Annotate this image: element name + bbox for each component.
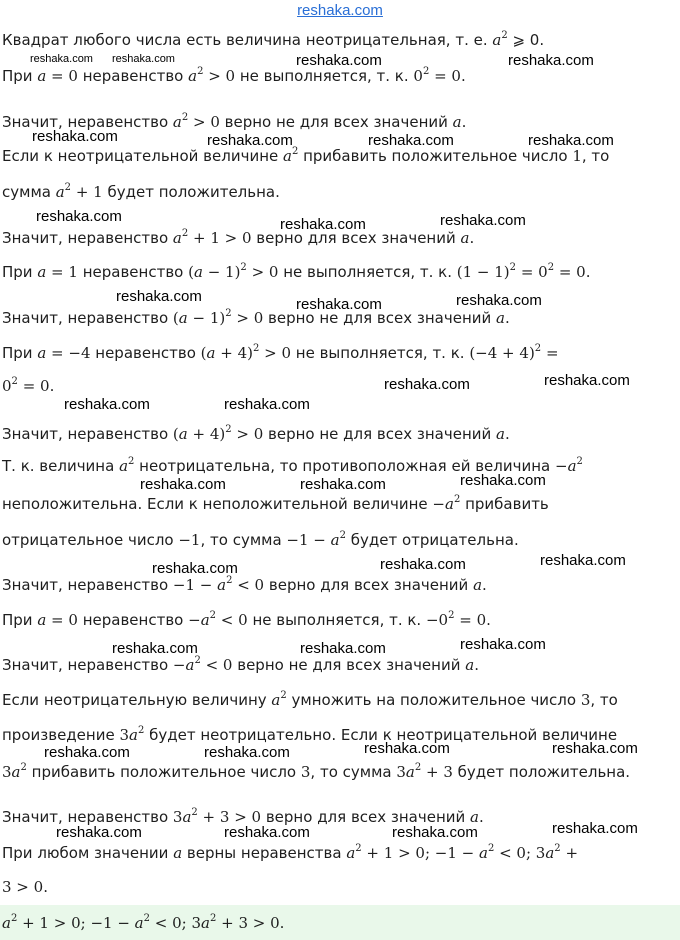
text-run: будет неотрицательно. Если к неотрицательной величине bbox=[144, 726, 618, 744]
formula: a = −4 bbox=[37, 344, 91, 362]
text-run: , то bbox=[590, 691, 618, 709]
watermark: reshaka.com bbox=[528, 132, 614, 149]
formula: $-1 - a^2$ bbox=[286, 530, 346, 549]
text-run: прибавить положительное число bbox=[298, 147, 573, 165]
line-23 bbox=[2, 877, 48, 897]
text-run: При bbox=[2, 611, 38, 629]
formula: a = 0 bbox=[37, 67, 78, 85]
formula: $a^2$ bbox=[119, 456, 135, 475]
text-run: , то bbox=[581, 147, 610, 165]
text-run: верно для всех значений bbox=[251, 229, 461, 247]
text-run: умножить на положительное число bbox=[286, 691, 581, 709]
line-7 bbox=[2, 262, 591, 282]
line-10 bbox=[2, 376, 54, 396]
line-20 bbox=[2, 762, 630, 782]
watermark: reshaka.com bbox=[300, 640, 386, 657]
text-run: неравенство bbox=[77, 67, 189, 85]
watermark: reshaka.com bbox=[224, 824, 310, 841]
formula: $3a^2$ bbox=[119, 725, 145, 744]
text-run: верно не для всех значений bbox=[263, 309, 497, 327]
line-4 bbox=[2, 146, 609, 166]
text-run: Значит, неравенство bbox=[2, 656, 173, 674]
formula: $(a - 1)^2 > 0$ bbox=[188, 262, 279, 281]
formula: $(1 - 1)^2 = 0^2 = 0$. bbox=[456, 262, 591, 281]
text-run: не выполняется, т. к. bbox=[247, 611, 426, 629]
line-5 bbox=[2, 182, 280, 202]
formula: a. bbox=[470, 808, 484, 826]
text-run: , то сумма bbox=[200, 531, 287, 549]
text-run: неравенство bbox=[77, 611, 189, 629]
text-run: Если к неотрицательной величине bbox=[2, 147, 283, 165]
watermark: reshaka.com bbox=[112, 640, 198, 657]
formula: a. bbox=[460, 229, 475, 247]
line-6 bbox=[2, 228, 474, 248]
text-run: Значит, неравенство bbox=[2, 309, 173, 327]
formula: $3a^2 + 3$ bbox=[396, 762, 453, 781]
answer-text bbox=[2, 913, 284, 933]
watermark: reshaka.com bbox=[116, 288, 202, 305]
formula: $-a^2$ bbox=[432, 494, 461, 513]
formula: $a^2 + 1 > 0$; $-1 - a^2 < 0$; $3a^2$ + bbox=[346, 843, 579, 862]
formula: $(a - 1)^2 > 0$ bbox=[172, 308, 264, 327]
watermark: reshaka.com bbox=[36, 208, 122, 225]
text-run: отрицательное число bbox=[2, 531, 179, 549]
text-run: будет отрицательна. bbox=[345, 531, 519, 549]
watermark: reshaka.com bbox=[207, 132, 293, 149]
watermark: reshaka.com bbox=[32, 128, 118, 145]
formula: $-a^2 < 0$ bbox=[188, 610, 248, 629]
formula: $(a + 4)^2 > 0$ bbox=[172, 424, 264, 443]
text-run: Значит, неравенство bbox=[2, 113, 173, 131]
text-run: При bbox=[2, 344, 38, 362]
text-run: верно не для всех значений bbox=[232, 656, 466, 674]
text-run: Т. к. величина bbox=[2, 457, 120, 475]
text-run: не выполняется, т. к. bbox=[278, 263, 457, 281]
text-run: не выполняется, т. к. bbox=[235, 67, 414, 85]
formula: $(a + 4)^2 > 0$ bbox=[200, 343, 292, 362]
text-run: Значит, неравенство bbox=[2, 229, 173, 247]
answer-box bbox=[0, 905, 680, 940]
line-8 bbox=[2, 308, 510, 328]
line-9 bbox=[2, 343, 559, 363]
formula: $-a^2 < 0$ bbox=[172, 655, 233, 674]
formula: $0^2 = 0$. bbox=[2, 376, 55, 395]
formula: 3 bbox=[300, 763, 311, 781]
watermark: reshaka.com bbox=[112, 53, 175, 65]
line-1 bbox=[2, 30, 544, 50]
watermark: reshaka.com bbox=[384, 376, 470, 393]
text-run: Значит, неравенство bbox=[2, 808, 173, 826]
text-run: При любом значении bbox=[2, 844, 174, 862]
line-16 bbox=[2, 610, 491, 630]
text-run: будет положительна. bbox=[452, 763, 631, 781]
text-run: не выполняется, т. к. bbox=[291, 344, 470, 362]
watermark: reshaka.com bbox=[152, 560, 238, 577]
formula: a. bbox=[465, 656, 479, 674]
watermark: reshaka.com bbox=[64, 396, 150, 413]
text-run: При bbox=[2, 263, 38, 281]
formula: 3 > 0. bbox=[2, 878, 48, 896]
text-run: верно не для всех значений bbox=[219, 113, 453, 131]
formula: a. bbox=[452, 113, 467, 131]
formula: a. bbox=[496, 425, 510, 443]
formula: $(-4 + 4)^2$ = bbox=[469, 343, 559, 362]
watermark: reshaka.com bbox=[392, 824, 478, 841]
watermark: reshaka.com bbox=[44, 744, 130, 761]
text-run: При bbox=[2, 67, 38, 85]
text-run: верны неравенства bbox=[182, 844, 347, 862]
formula: a bbox=[173, 844, 183, 862]
watermark: reshaka.com bbox=[300, 476, 386, 493]
formula: −1 bbox=[178, 531, 201, 549]
watermark: reshaka.com bbox=[380, 556, 466, 573]
formula: $3a^2$ bbox=[2, 762, 27, 781]
line-18 bbox=[2, 690, 618, 710]
text-run: верно для всех значений bbox=[264, 576, 474, 594]
watermark: reshaka.com bbox=[140, 476, 226, 493]
text-run: Значит, неравенство bbox=[2, 576, 173, 594]
formula: a. bbox=[473, 576, 487, 594]
formula: a = 1 bbox=[37, 263, 78, 281]
watermark: reshaka.com bbox=[552, 820, 638, 837]
watermark: reshaka.com bbox=[460, 636, 546, 653]
text-run: неравенство bbox=[77, 263, 189, 281]
text-run: , то сумма bbox=[310, 763, 397, 781]
watermark: reshaka.com bbox=[508, 52, 594, 69]
watermark: reshaka.com bbox=[204, 744, 290, 761]
site-link[interactable]: reshaka.com bbox=[297, 2, 383, 19]
watermark: reshaka.com bbox=[296, 52, 382, 69]
line-2 bbox=[2, 66, 466, 86]
text-run: Если неотрицательную величину bbox=[2, 691, 272, 709]
formula: $a^2 > 0$ bbox=[172, 112, 220, 131]
formula: $a^2$ bbox=[271, 690, 287, 709]
formula: 3 bbox=[580, 691, 591, 709]
watermark: reshaka.com bbox=[460, 472, 546, 489]
formula: $a^2 + 1 > 0$; $-1 - a^2 < 0$; $3a^2 + 3 > 0$. bbox=[2, 913, 285, 932]
formula: a. bbox=[496, 309, 510, 327]
formula: $-0^2 = 0$. bbox=[425, 610, 491, 629]
text-run: Квадрат любого числа есть величина неотрицательная, т. е. bbox=[2, 31, 493, 49]
text-run: верно не для всех значений bbox=[263, 425, 497, 443]
watermark: reshaka.com bbox=[280, 216, 366, 233]
formula: $a^2 + 1$ bbox=[55, 182, 103, 201]
line-13 bbox=[2, 494, 549, 514]
text-run: неравенство bbox=[90, 344, 201, 362]
watermark: reshaka.com bbox=[552, 740, 638, 757]
line-15 bbox=[2, 575, 487, 595]
watermark: reshaka.com bbox=[368, 132, 454, 149]
formula: $a^2 + 1 > 0$ bbox=[172, 228, 252, 247]
watermark: reshaka.com bbox=[364, 740, 450, 757]
line-17 bbox=[2, 655, 479, 675]
line-19 bbox=[2, 725, 617, 745]
text-run: Значит, неравенство bbox=[2, 425, 173, 443]
formula: $a^2 > 0$ bbox=[188, 66, 236, 85]
formula: $3a^2 + 3 > 0$ bbox=[172, 807, 262, 826]
line-11 bbox=[2, 424, 510, 444]
watermark: reshaka.com bbox=[540, 552, 626, 569]
text-run: будет положительна. bbox=[102, 183, 280, 201]
text-run: неположительна. Если к неположительной величине bbox=[2, 495, 433, 513]
formula: $a^2$ bbox=[492, 30, 508, 49]
formula: $-1 - a^2 < 0$ bbox=[172, 575, 265, 594]
text-run: верно для всех значений bbox=[261, 808, 471, 826]
line-14 bbox=[2, 530, 519, 550]
watermark: reshaka.com bbox=[30, 53, 93, 65]
text-run: неотрицательна, то противоположная ей величина bbox=[134, 457, 555, 475]
formula: 1 bbox=[572, 147, 582, 165]
formula: $-a^2$ bbox=[555, 456, 583, 475]
watermark: reshaka.com bbox=[56, 824, 142, 841]
watermark: reshaka.com bbox=[440, 212, 526, 229]
formula: a = 0 bbox=[37, 611, 78, 629]
watermark: reshaka.com bbox=[296, 296, 382, 313]
watermark: reshaka.com bbox=[456, 292, 542, 309]
formula: $0^2 = 0$. bbox=[413, 66, 466, 85]
text-run: произведение bbox=[2, 726, 120, 744]
text-run: прибавить bbox=[460, 495, 549, 513]
text-run: сумма bbox=[2, 183, 56, 201]
text-run: ⩾ 0. bbox=[507, 31, 545, 49]
text-run: прибавить положительное число bbox=[26, 763, 301, 781]
watermark: reshaka.com bbox=[544, 372, 630, 389]
formula: $a^2$ bbox=[283, 146, 299, 165]
watermark: reshaka.com bbox=[224, 396, 310, 413]
line-22 bbox=[2, 843, 578, 863]
